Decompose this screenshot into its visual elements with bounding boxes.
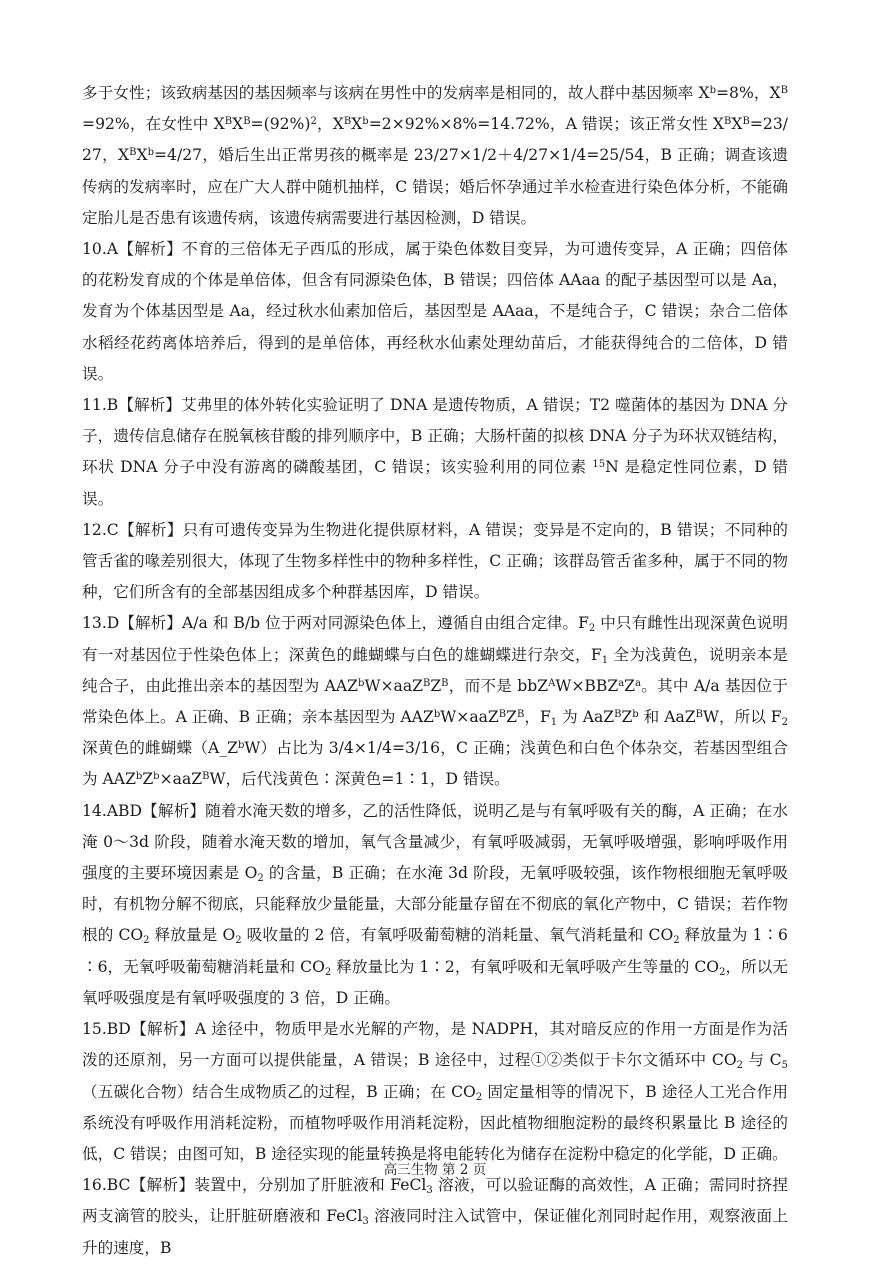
paragraph-14: 14.ABD【解析】随着水淹天数的增多，乙的活性降低，说明乙是与有氧呼吸有关的酶，A 正确；在水淹 0～3d 阶段，随着水淹天数的增加，氧气含量减少，有氧呼吸减弱，无氧呼吸增强，影响呼吸作用强度的主要环境因素是 $O_2$ 的含量，B 正确；在水淹 3d 阶段，无氧呼吸较强，该作物根细胞无氧呼吸时，有机物分解不彻底，只能释放少量能量，大部分能量存留在不彻底的氧化产物中，C 错误；若作物根的 $CO_2$ 释放量是 $O_2$ 吸收量的 2 倍，有氧呼吸葡萄糖的消耗量、氧气消耗量和 $CO_2$ 释放量为 1∶6∶6，无氧呼吸葡萄糖消耗量和 $CO_2$ 释放量比为 1∶2，有氧呼吸和无氧呼吸产生等量的 $CO_2$，所以无氧呼吸强度是有氧呼吸强度的 3 倍，D 正确。 bbox=[82, 801, 788, 1007]
paragraph-10: 10.A【解析】不育的三倍体无子西瓜的形成，属于染色体数目变异，为可遗传变异，A 正确；四倍体的花粉发育成的个体是单倍体，但含有同源染色体，B 错误；四倍体 AAaa 的配子基因型可以是 Aa，发育为个体基因型是 Aa，经过秋水仙素加倍后，基因型是 AAaa，不是纯合子，C 错误；杂合二倍体水稻经花药离体培养后，得到的是单倍体，再经秋水仙素处理幼苗后，才能获得纯合的二倍体，D 错误。 bbox=[82, 240, 788, 383]
paragraph-13: 13.D【解析】A/a 和 B/b 位于两对同源染色体上，遵循自由组合定律。$F_2$ 中只有雌性出现深黄色说明有一对基因位于性染色体上；深黄色的雌蝴蝶与白色的雄蝴蝶进行杂交，$F_1$ 全为浅黄色，说明亲本是纯合子，由此推出亲本的基因型为 $AAZ^bW\times aaZ^BZ^B$，而不是 $bbZ^AW\times BBZ^aZ^a$。其中 A/a 基因位于常染色体上。A 正确、B 正确；亲本基因型为 $AAZ^bW\times aaZ^BZ^B$，$F_1$ 为 $AaZ^BZ^b$ 和 AaZ$^B$W，所以 $F_2$ 深黄色的雌蝴蝶$(A\_Z^bW)$占比为 3/4×1/4=3/16，C 正确；浅黄色和白色个体杂交，若基因型组合为 $AAZ^bZ^b\times aaZ^BW$，后代浅黄色∶深黄色=1∶1，D 错误。 bbox=[82, 614, 789, 789]
paragraph-11: 11.B【解析】艾弗里的体外转化实验证明了 DNA 是遗传物质，A 错误；T2 噬菌体的基因为 DNA 分子，遗传信息储存在脱氧核苷酸的排列顺序中，B 正确；大肠杆菌的拟核 DNA 分子为环状双链结构，环状 DNA 分子中没有游离的磷酸基团，C 错误；该实验利用的同位素 $^{15}$N 是稳定性同位素，D 错误。 bbox=[82, 396, 788, 508]
paragraph-15: 15.BD【解析】A 途径中，物质甲是水光解的产物，是 NADPH，其对暗反应的作用一方面是作为活泼的还原剂，另一方面可以提供能量，A 错误；B 途径中，过程①②类似于卡尔文循环中 $CO_2$ 与 $C_5$（五碳化合物）结合生成物质乙的过程，B 正确；在 $CO_2$ 固定量相等的情况下，B 途径人工光合作用系统没有呼吸作用消耗淀粉，而植物呼吸作用消耗淀粉，因此植物细胞淀粉的最终积累量比 B 途径的低，C 错误；由图可知，B 途径实现的能量转换是将电能转化为储存在淀粉中稳定的化学能，D 正确。 bbox=[82, 1020, 788, 1163]
paragraph-16: 16.BC【解析】装置中，分别加了肝脏液和 FeCl$_3$ 溶液，可以验证酶的高效性，A 正确；需同时挤捏两支滴管的胶头，让肝脏研磨液和 FeCl$_3$ 溶液同时注入试管中，保证催化剂同时起作用，观察液面上升的速度，B bbox=[82, 1176, 788, 1257]
page-footer: 高三生物 第 2 页 bbox=[383, 1162, 487, 1178]
paragraph-12: 12.C【解析】只有可遗传变异为生物进化提供原材料，A 错误；变异是不定向的，B 错误；不同种的管舌雀的喙差别很大，体现了生物多样性中的物种多样性，C 正确；该群岛管舌雀多种，属于不同的物种，它们所含有的全部基因组成多个种群基因库，D 错误。 bbox=[82, 520, 788, 602]
paragraph-9-continued: 多于女性；该致病基因的基因频率与该病在男性中的发病率是相同的，故人群中基因频率 $X^b=8\%$，$X^B=92\%$，在女性中 $X^BX^B=(92\%)^2$，$X^BX^b=2\times 92\%\times 8\%=14.72\%$，A 错误；该正常女性 $X^BX^B=23/27$，$X^BX^b=4/27$，婚后生出正常男孩的概率是 23/27×1/2＋4/27×1/4=25/54，B 正确；调查该遗传病的发病率时，应在广大人群中随机抽样，C 错误；婚后怀孕通过羊水检查进行染色体分析，不能确定胎儿是否患有该遗传病，该遗传病需要进行基因检测，D 错误。 bbox=[82, 84, 789, 227]
